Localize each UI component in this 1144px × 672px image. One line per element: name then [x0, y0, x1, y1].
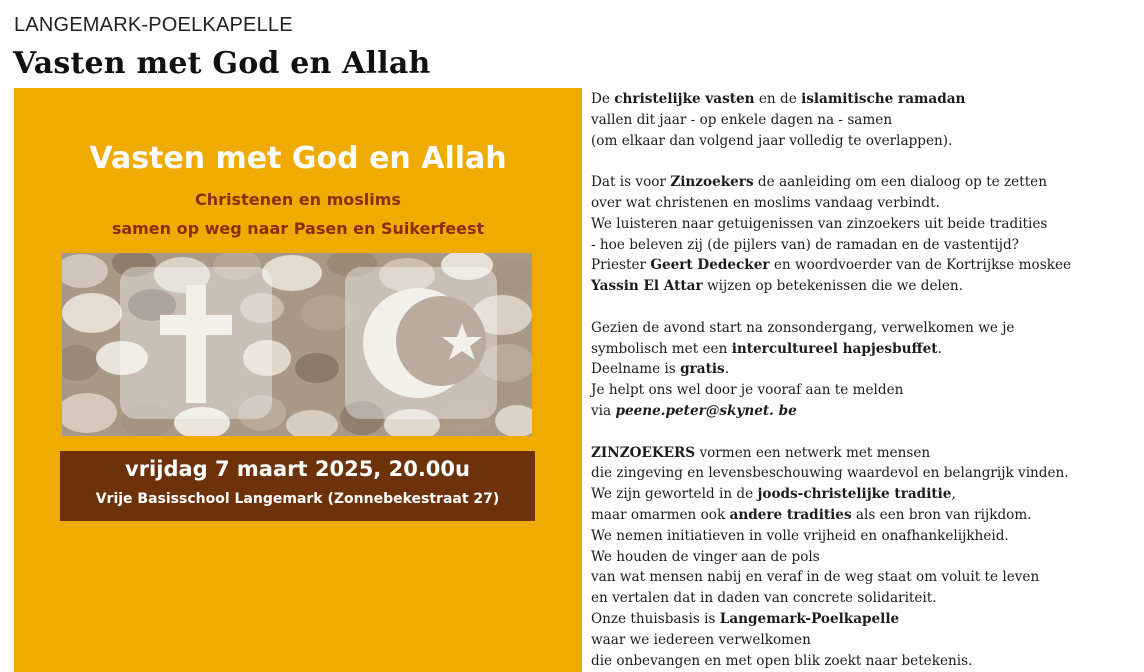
text-line: We luisteren naar getuigenissen van zinzoekers uit beide tradities — [591, 215, 1048, 232]
poster-subtitle-2: samen op weg naar Pasen en Suikerfeest — [111, 219, 485, 238]
text-line: die onbevangen en met open blik zoekt naar betekenis. — [591, 652, 973, 669]
text-line: We zijn geworteld in de joods-christelijke traditie, — [591, 486, 956, 503]
text-line: maar omarmen ook andere tradities als een bron van rijkdom. — [591, 506, 1032, 523]
text-line: We houden de vinger aan de pols — [591, 548, 820, 565]
article-body — [591, 89, 1141, 671]
text-line: die zingeving en levensbeschouwing waardevol en belangrijk vinden. — [591, 465, 1069, 482]
text-line: - hoe beleven zij (de pijlers van) de ramadan en de vastentijd? — [591, 236, 1019, 253]
poster-subtitle-1: Christenen en moslims — [195, 190, 401, 209]
text-line: en vertalen dat in daden van concrete solidariteit. — [591, 590, 937, 607]
text-line: ZINZOEKERS vormen een netwerk met mensen — [591, 444, 931, 461]
text-line: waar we iedereen verwelkomen — [591, 631, 811, 648]
text-line: De christelijke vasten en de islamitische ramadan — [591, 91, 966, 107]
event-banner — [60, 451, 535, 521]
text-line: Gezien de avond start na zonsondergang, verwelkomen we je — [591, 319, 1015, 336]
text-line: over wat christenen en moslims vandaag verbindt. — [591, 194, 940, 211]
text-line: van wat mensen nabij en veraf in de weg staat om voluit te leven — [591, 569, 1040, 586]
text-line: Onze thuisbasis is Langemark-Poelkapelle — [591, 610, 900, 627]
pebbles-photo — [62, 253, 532, 436]
text-line: Deelname is gratis. — [591, 361, 730, 378]
text-line: Je helpt ons wel door je vooraf aan te melden — [591, 382, 904, 399]
text-line: Priester Geert Dedecker en woordvoerder van de Kortrijkse moskee — [591, 257, 1072, 274]
event-date: vrijdag 7 maart 2025, 20.00u — [125, 457, 470, 481]
article-headline: Vasten met God en Allah — [13, 46, 431, 81]
text-line: (om elkaar dan volgend jaar volledig te overlappen). — [591, 132, 953, 149]
text-line: Yassin El Attar wijzen op betekenissen die we delen. — [591, 278, 963, 295]
text-line: Dat is voor Zinzoekers de aanleiding om een dialoog op te zetten — [591, 174, 1047, 191]
section-kicker: LANGEMARK-POELKAPELLE — [14, 14, 293, 36]
crescent-star-icon — [345, 267, 497, 419]
event-location: Vrije Basisschool Langemark (Zonnebekestraat 27) — [95, 491, 500, 507]
text-line: vallen dit jaar - op enkele dagen na - samen — [591, 111, 893, 128]
text-line: We nemen initiatieven in volle vrijheid en onafhankelijkheid. — [591, 527, 1009, 544]
cross-icon — [120, 267, 272, 419]
text-line: symbolisch met een intercultureel hapjesbuffet. — [591, 340, 942, 357]
poster-title: Vasten met God en Allah — [89, 141, 507, 176]
event-poster — [14, 88, 582, 672]
pebbles-image — [62, 253, 532, 436]
contact-email[interactable]: peene.peter@skynet. be — [615, 402, 797, 419]
text-line: via peene.peter@skynet. be — [591, 402, 797, 419]
